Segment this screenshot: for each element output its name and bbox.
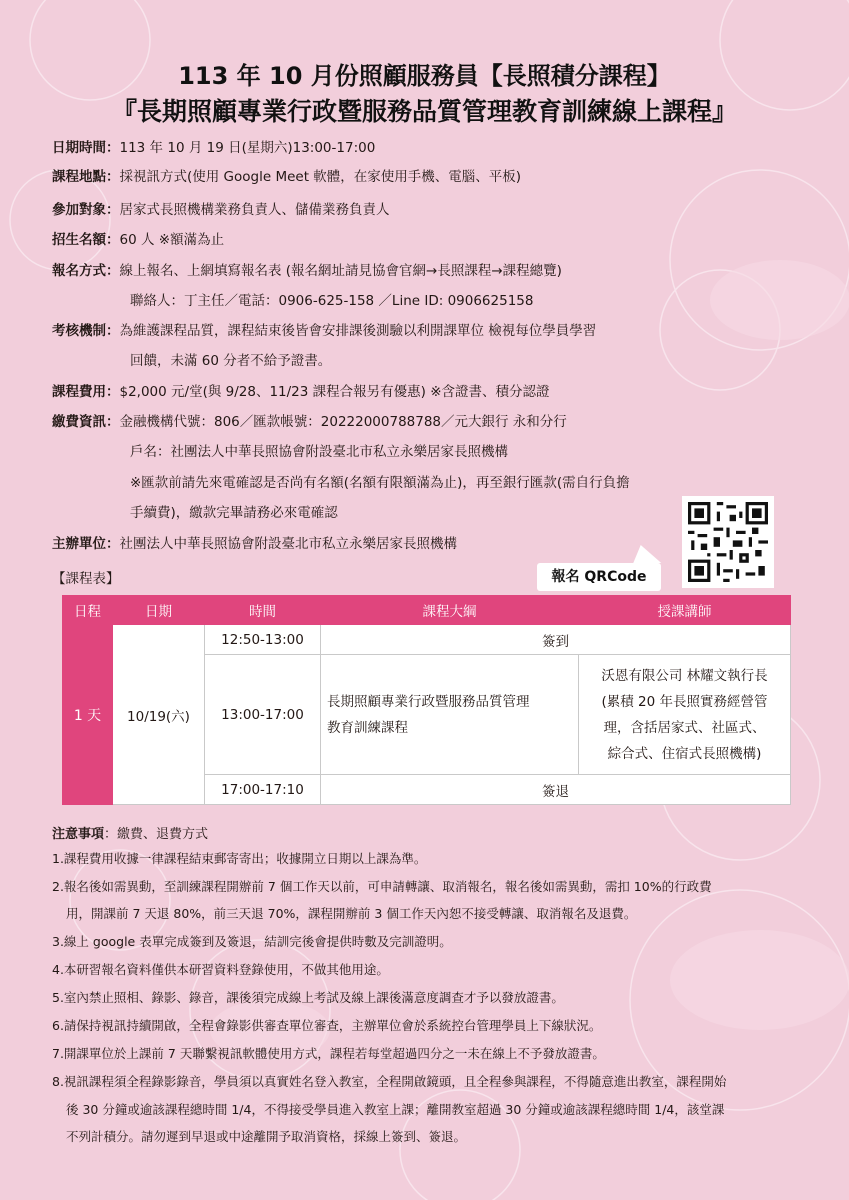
audience-value: 居家式長照機構業務負責人、儲備業務負責人 (119, 202, 390, 218)
payment-value: 金融機構代號：806／匯款帳號：20222000788788／元大銀行 永和分行 (119, 414, 567, 430)
payment-line-2: 戶名：社團法人中華長照協會附設臺北市私立永樂居家長照機構 (130, 444, 508, 460)
note-item: 3.線上 google 表單完成簽到及簽退，結訓完後會提供時數及完訓證明。 (52, 934, 452, 949)
organizer-row (52, 535, 457, 553)
note-item: 2.報名後如需異動，至訓練課程開辦前 7 個工作天以前，可申請轉讓、取消報名，報名後如需異動，需扣 10%的行政費 (52, 879, 712, 894)
syllabus-line: 教育訓練課程 (327, 719, 408, 736)
fee-row (52, 383, 550, 401)
date-value: 113 年 10 月 19 日(星期六)13:00-17:00 (119, 140, 376, 156)
quota-label: 招生名額： (52, 232, 120, 248)
schedule-table (62, 595, 791, 805)
fee-label: 課程費用： (52, 384, 120, 400)
signup-label: 報名方式： (52, 263, 120, 279)
assessment-value: 為維護課程品質，課程結束後皆會安排課後測驗以利開課單位 檢視每位學員學習 (119, 323, 597, 339)
note-item: 用，開課前 7 天退 80%，前三天退 70%，課程開辦前 3 個工作天內恕不接受轉讓、取消報名及退費。 (66, 906, 637, 921)
teacher-line: (累積 20 年長照實務經營管 (601, 693, 768, 710)
note-item: 不列計積分。請勿遲到早退或中途離開予取消資格，採線上簽到、簽退。 (66, 1129, 467, 1144)
date-cell: 10/19(六) (113, 625, 205, 805)
date-row (52, 139, 375, 157)
assessment-label: 考核機制： (52, 323, 120, 339)
fee-value: $2,000 元/堂(與 9/28、11/23 課程合報另有優惠) ※含證書、積分認證 (119, 384, 550, 400)
schedule-header-row (63, 596, 791, 625)
audience-label: 參加對象： (52, 202, 120, 218)
note-item: 5.室內禁止照相、錄影、錄音，課後須完成線上考試及線上課後滿意度調查才予以發放證書。 (52, 990, 564, 1005)
organizer-label: 主辦單位： (52, 536, 120, 552)
note-item: 6.請保持視訊持續開啟，全程會錄影供審查單位審查，主辦單位會於系統控台管理學員上下線狀況。 (52, 1018, 602, 1033)
syllabus-cell (321, 655, 579, 775)
syllabus-line: 長期照顧專業行政暨服務品質管理 (327, 693, 530, 710)
assessment-row (52, 322, 596, 340)
header-teacher: 授課講師 (579, 596, 791, 625)
header-date: 日期 (113, 596, 205, 625)
payment-row (52, 413, 567, 431)
table-row (63, 625, 791, 655)
qr-code-icon (688, 502, 768, 582)
checkout-cell: 簽退 (321, 775, 791, 805)
note-item: 4.本研習報名資料僅供本研習資料登錄使用，不做其他用途。 (52, 962, 389, 977)
qr-label: 報名 QRCode (551, 569, 647, 585)
organizer-value: 社團法人中華長照協會附設臺北市私立永樂居家長照機構 (119, 536, 457, 552)
signup-value: 線上報名、上網填寫報名表 (報名網址請見協會官網→長照課程→課程總覽) (119, 263, 562, 279)
date-label: 日期時間： (52, 140, 120, 156)
time-cell: 12:50-13:00 (205, 625, 321, 655)
quota-row (52, 231, 224, 249)
payment-label: 繳費資訊： (52, 414, 120, 430)
header-time: 時間 (205, 596, 321, 625)
location-label: 課程地點： (52, 169, 120, 185)
title-line-1: 113 年 10 月份照顧服務員【長照積分課程】 (178, 62, 671, 90)
note-item: 8.視訊課程須全程錄影錄音，學員須以真實姓名登入教室，全程開啟鏡頭，且全程參與課程，不得隨意進出教室，課程開始 (52, 1074, 727, 1089)
notes-title-rest: ：繳費、退費方式 (104, 827, 209, 842)
note-item: 後 30 分鐘或逾該課程總時間 1/4，不得接受學員進入教室上課；離開教室超過 30 分鐘或逾該課程總時間 1/4，該堂課 (66, 1102, 725, 1117)
payment-line-3: ※匯款前請先來電確認是否尚有名額(名額有限額滿為止)，再至銀行匯款(需自行負擔 (130, 475, 630, 491)
checkin-cell: 簽到 (321, 625, 791, 655)
location-value: 採視訊方式(使用 Google Meet 軟體，在家使用手機、電腦、平板) (119, 169, 522, 185)
quota-value: 60 人 ※額滿為止 (119, 232, 225, 248)
signup-row (52, 262, 562, 280)
title-line-2: 『長期照顧專業行政暨服務品質管理教育訓練線上課程』 (111, 97, 737, 126)
audience-row (52, 201, 390, 219)
time-cell: 13:00-17:00 (205, 655, 321, 775)
teacher-line: 沃恩有限公司 林耀文執行長 (601, 667, 768, 684)
schedule-title: 【課程表】 (52, 571, 120, 587)
location-row (52, 168, 521, 186)
time-cell: 17:00-17:10 (205, 775, 321, 805)
note-item: 1.課程費用收據一律課程結束郵寄寄出；收據開立日期以上課為準。 (52, 851, 427, 866)
notes-title (52, 823, 208, 842)
note-item: 7.開課單位於上課前 7 天聯繫視訊軟體使用方式，課程若每堂超過四分之一未在線上不予發放證書。 (52, 1046, 605, 1061)
day-cell: 1 天 (63, 625, 113, 805)
contact-info: 聯絡人：丁主任／電話：0906-625-158 ／Line ID: 0906625158 (130, 293, 534, 309)
notes-title-bold: 注意事項 (52, 827, 105, 842)
teacher-line: 綜合式、住宿式長照機構) (607, 745, 762, 762)
header-syllabus: 課程大綱 (321, 596, 579, 625)
assessment-line-2: 回饋，未滿 60 分者不給予證書。 (130, 353, 332, 369)
registration-qr-code[interactable] (682, 496, 774, 588)
teacher-cell (579, 655, 791, 775)
payment-line-4: 手續費)，繳款完畢請務必來電確認 (130, 505, 338, 521)
teacher-line: 理，含括居家式、社區式、 (603, 719, 766, 736)
header-day: 日程 (63, 596, 113, 625)
